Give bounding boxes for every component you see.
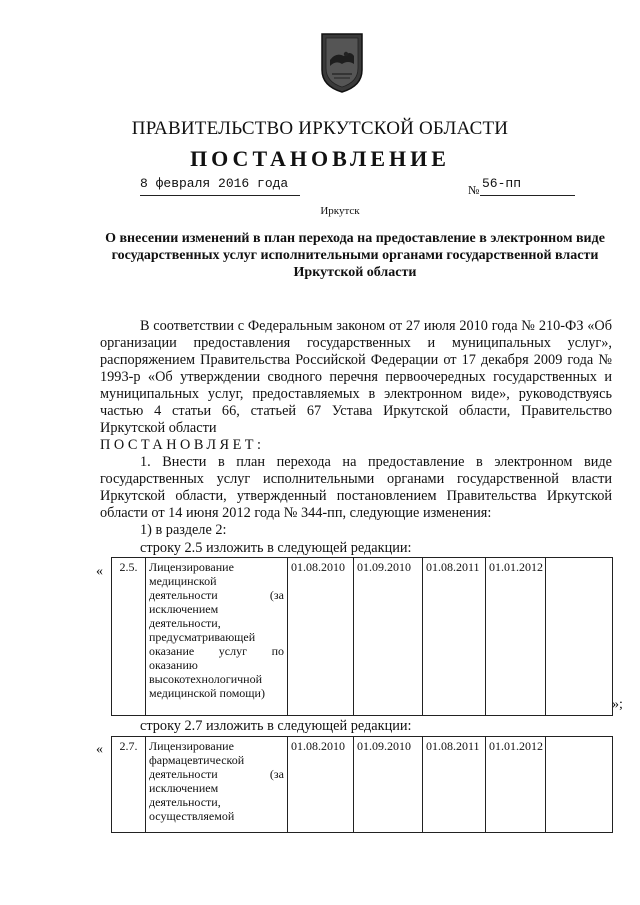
table-cell-date-3: 01.08.2011 [423, 558, 486, 716]
table-cell-service-name: Лицензирование фармацевтической деятельности (за исключением деятельности, осуществляемой [146, 737, 288, 833]
decree-date: 8 февраля 2016 года [140, 176, 289, 191]
decree-number: 56-пп [482, 176, 522, 191]
table-cell-service-name: Лицензирование медицинской деятельности (за исключением деятельности, предусматривающей оказание услуг по оказанию высокотехнологичной медицинской помощи) [146, 558, 288, 716]
table-cell-number: 2.5. [112, 558, 146, 716]
row-2-5-caption: строку 2.5 изложить в следующей редакции: [140, 540, 412, 556]
table-cell-date-1: 01.08.2010 [288, 737, 354, 833]
table-cell-date-4: 01.01.2012 [486, 558, 546, 716]
table-row-2-7 [111, 736, 613, 833]
government-title: ПРАВИТЕЛЬСТВО ИРКУТСКОЙ ОБЛАСТИ [131, 118, 509, 139]
decree-number-label: № [468, 183, 480, 197]
table1-close-quote: »; [612, 697, 623, 712]
city-name: Иркутск [320, 205, 360, 217]
number-underline [480, 195, 575, 196]
preamble-paragraph: В соответствии с Федеральным законом от 27 июля 2010 года № 210-ФЗ «Об организации предоставления государственных и муниципальных услуг», распоряжением Правительства Российской Федерации от 17 декабря 2009 года № 1993-р «Об утверждении сводного перечня первоочередных государственных и муниципальных услуг, предоставляемых в электронном виде», руководствуясь частью 4 статьи 66, статьей 67 Устава Иркутской области, Правительство Иркутской области [100, 318, 612, 436]
table-row-2-5 [111, 557, 613, 716]
table-cell-date-3: 01.08.2011 [423, 737, 486, 833]
sub-item-1: 1) в разделе 2: [140, 522, 227, 538]
table-cell-number: 2.7. [112, 737, 146, 833]
table2-open-quote: « [96, 742, 103, 757]
decree-subject: О внесении изменений в план перехода на предоставление в электронном виде государственных услуг исполнительными органами государственной власти Иркутской области [105, 231, 605, 280]
table-cell-empty [546, 558, 613, 716]
item-1-paragraph: 1. Внести в план перехода на предоставление в электронном виде государственных услуг исполнительными органами государственной власти Иркутской области, утвержденный постановлением Правительства Иркутской области от 14 июня 2012 года № 344-пп, следующие изменения: [100, 454, 612, 521]
coat-of-arms-emblem [320, 30, 364, 94]
decree-body [100, 318, 612, 539]
table-cell-date-1: 01.08.2010 [288, 558, 354, 716]
postanovlyaet-heading: ПОСТАНОВЛЯЕТ: [100, 437, 265, 453]
table-cell-empty [546, 737, 613, 833]
table-cell-date-2: 01.09.2010 [354, 737, 423, 833]
row-2-7-caption: строку 2.7 изложить в следующей редакции: [140, 718, 412, 734]
table1-open-quote: « [96, 564, 103, 579]
table-cell-date-4: 01.01.2012 [486, 737, 546, 833]
date-underline [140, 195, 300, 196]
table-cell-date-2: 01.09.2010 [354, 558, 423, 716]
decree-title: ПОСТАНОВЛЕНИЕ [190, 146, 450, 171]
